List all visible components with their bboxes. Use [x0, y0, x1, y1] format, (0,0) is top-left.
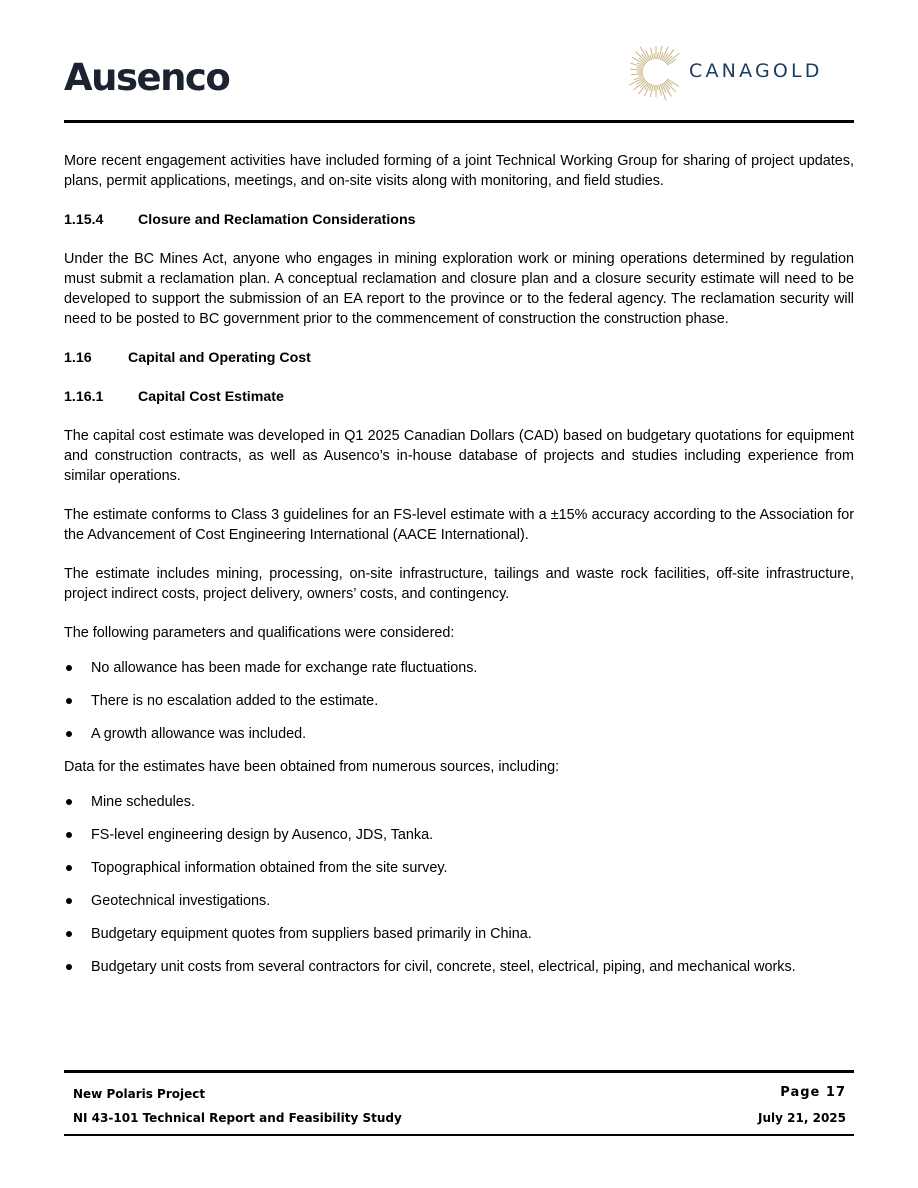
bullet-icon	[66, 964, 72, 970]
sunburst-ray	[666, 53, 679, 64]
ausenco-logo	[64, 56, 229, 100]
sunburst-ray	[657, 85, 658, 90]
bullet-icon	[66, 799, 72, 805]
bullet-icon	[66, 931, 72, 937]
paragraph-engagement: More recent engagement activities have included forming of a joint Technical Working Group for sharing of project updates, plans, permit applications, meetings, and on-site visits along with monitoring, and field studies.	[64, 153, 854, 189]
section-heading-1-16	[64, 348, 854, 368]
sunburst-ray	[631, 73, 643, 74]
footer-rule-top	[64, 1070, 854, 1073]
section-number: 1.16	[64, 350, 92, 366]
page-number: Page 17	[780, 1085, 846, 1100]
section-number: 1.15.4	[64, 212, 104, 228]
list-item: Geotechnical investigations.	[64, 891, 854, 911]
bullet-icon	[66, 898, 72, 904]
section-title: Closure and Reclamation Considerations	[138, 212, 416, 228]
section-heading-1-16-1	[64, 387, 854, 407]
ausenco-logo-text: Ausenco	[64, 56, 230, 99]
sources-list	[64, 792, 854, 977]
paragraph-capital-cost: The capital cost estimate was developed in Q1 2025 Canadian Dollars (CAD) based on budgetary quotations for equipment and construction contracts, as well as Ausenco’s in-house database of projects and studies including experience from similar operations.	[64, 428, 854, 484]
footer-project: New Polaris Project	[73, 1087, 206, 1101]
list-item: FS-level engineering design by Ausenco, JDS, Tanka.	[64, 825, 854, 845]
bullet-icon	[66, 832, 72, 838]
section-heading-1-15-4	[64, 210, 854, 230]
canagold-logo	[624, 36, 854, 108]
bullet-icon	[66, 731, 72, 737]
list-item: There is no escalation added to the estimate.	[64, 691, 854, 711]
footer-date: July 21, 2025	[758, 1111, 846, 1125]
bullet-icon	[66, 698, 72, 704]
list-item: Topographical information obtained from the site survey.	[64, 858, 854, 878]
section-title: Capital Cost Estimate	[138, 389, 284, 405]
paragraph-class3: The estimate conforms to Class 3 guidelines for an FS-level estimate with a ±15% accuracy according to the Association for the Advancement of Cost Engineering International (AACE International).	[64, 507, 854, 543]
document-body	[64, 151, 854, 991]
sunburst-ray	[638, 75, 643, 76]
bullet-icon	[66, 665, 72, 671]
paragraph-sources: Data for the estimates have been obtained from numerous sources, including:	[64, 759, 560, 775]
footer-report: NI 43-101 Technical Report and Feasibility Study	[73, 1111, 402, 1125]
parameters-list	[64, 658, 854, 744]
paragraph-closure: Under the BC Mines Act, anyone who engages in mining exploration work or mining operations determined by regulation must submit a reclamation plan. A conceptual reclamation and closure plan and a closure security estimate will need to be developed to support the submission of an EA report to the province or to the federal agency. The reclamation security will need to be posted to BC government prior to the commencement of construction the construction phase.	[64, 251, 854, 327]
sunburst-ray	[665, 81, 676, 92]
canagold-sunburst-icon	[624, 36, 688, 108]
bullet-icon	[66, 865, 72, 871]
section-title: Capital and Operating Cost	[128, 350, 311, 366]
sunburst-ray	[630, 69, 643, 70]
list-item: No allowance has been made for exchange rate fluctuations.	[64, 658, 854, 678]
footer-rule-bottom	[64, 1134, 854, 1136]
canagold-logo-text: CANAGOLD	[689, 60, 823, 82]
section-number: 1.16.1	[64, 389, 104, 405]
header-rule	[64, 120, 854, 123]
sunburst-ray	[654, 85, 655, 91]
paragraph-scope: The estimate includes mining, processing, on-site infrastructure, tailings and waste rock facilities, off-site infrastructure, project indirect costs, project delivery, owners’ costs, and contingency.	[64, 566, 854, 602]
list-item: Mine schedules.	[64, 792, 854, 812]
paragraph-parameters: The following parameters and qualifications were considered:	[64, 625, 455, 641]
sunburst-ray	[657, 52, 658, 59]
list-item: Budgetary equipment quotes from suppliers based primarily in China.	[64, 924, 854, 944]
sunburst-ray	[635, 51, 646, 62]
sunburst-ray	[654, 53, 655, 59]
sunburst-ray	[637, 68, 644, 70]
list-item: A growth allowance was included.	[64, 724, 854, 744]
list-item: Budgetary unit costs from several contractors for civil, concrete, steel, electrical, piping, and mechanical works.	[64, 957, 854, 977]
